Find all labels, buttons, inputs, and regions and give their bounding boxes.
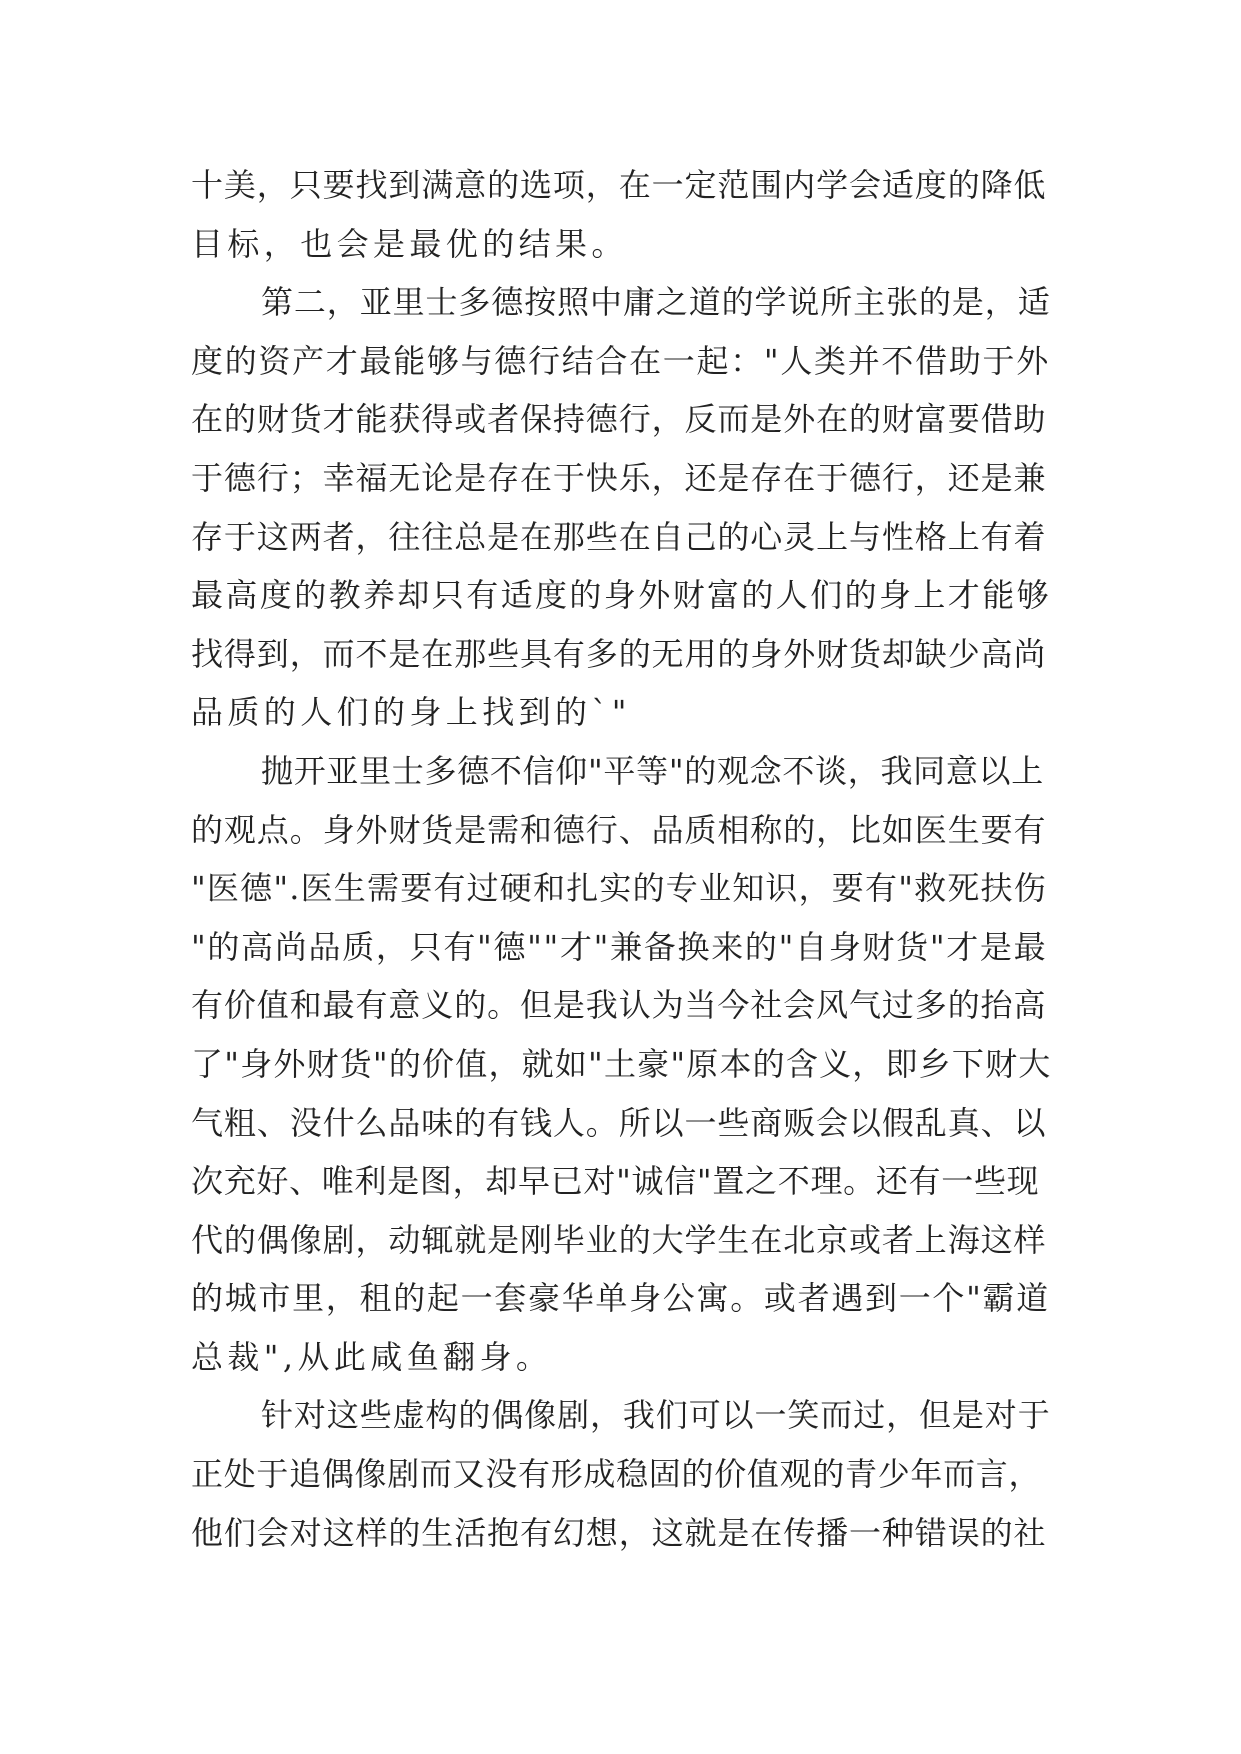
text-line: "的高尚品质，只有"德""才"兼备换来的"自身财货"才是最: [191, 927, 1048, 966]
text-line: 最高度的教养却只有适度的身外财富的人们的身上才能够: [191, 576, 1052, 615]
text-line: "医德".医生需要有过硬和扎实的专业知识，要有"救死扶伤: [191, 869, 1047, 908]
text-line: 找得到，而不是在那些具有多的无用的身外财货却缺少高尚: [191, 634, 1047, 673]
text-line: 存于这两者，往往总是在那些在自己的心灵上与性格上有着: [191, 517, 1047, 556]
paragraph-start-line: 第二，亚里士多德按照中庸之道的学说所主张的是，适: [261, 283, 1051, 322]
text-line: 的观点。身外财货是需和德行、品质相称的，比如医生要有: [191, 810, 1047, 849]
text-line: 正处于追偶像剧而又没有形成稳固的价值观的青少年而言，: [191, 1455, 1042, 1494]
text-line: 的城市里，租的起一套豪华单身公寓。或者遇到一个"霸道: [191, 1279, 1050, 1318]
paragraph-start-line: 针对这些虚构的偶像剧，我们可以一笑而过，但是对于: [261, 1396, 1051, 1435]
text-line: 目标，也会是最优的结果。: [191, 224, 628, 263]
text-line: 品质的人们的身上找到的`": [191, 693, 631, 732]
text-line: 气粗、没什么品味的有钱人。所以一些商贩会以假乱真、以: [191, 1103, 1047, 1142]
text-line: 代的偶像剧，动辄就是刚毕业的大学生在北京或者上海这样: [191, 1220, 1047, 1259]
paragraph-start-line: 抛开亚里士多德不信仰"平等"的观念不谈，我同意以上: [261, 751, 1044, 790]
text-line: 有价值和最有意义的。但是我认为当今社会风气过多的抬高: [191, 986, 1047, 1025]
text-line: 度的资产才最能够与德行结合在一起："人类并不借助于外: [191, 341, 1050, 380]
text-line: 他们会对这样的生活抱有幻想，这就是在传播一种错误的社: [191, 1513, 1047, 1552]
body-text: [191, 156, 1051, 1562]
text-line: 次充好、唯利是图，却早已对"诚信"置之不理。还有一些现: [191, 1162, 1040, 1201]
text-line: 十美，只要找到满意的选项，在一定范围内学会适度的降低: [191, 166, 1047, 204]
text-line: 总裁",从此咸鱼翻身。: [191, 1337, 553, 1376]
text-line: 于德行；幸福无论是存在于快乐，还是存在于德行，还是兼: [191, 458, 1047, 497]
text-line: 在的财货才能获得或者保持德行，反而是外在的财富要借助: [191, 400, 1047, 439]
text-line: 了"身外财货"的价值，就如"土豪"原本的含义，即乡下财大: [191, 1044, 1052, 1083]
